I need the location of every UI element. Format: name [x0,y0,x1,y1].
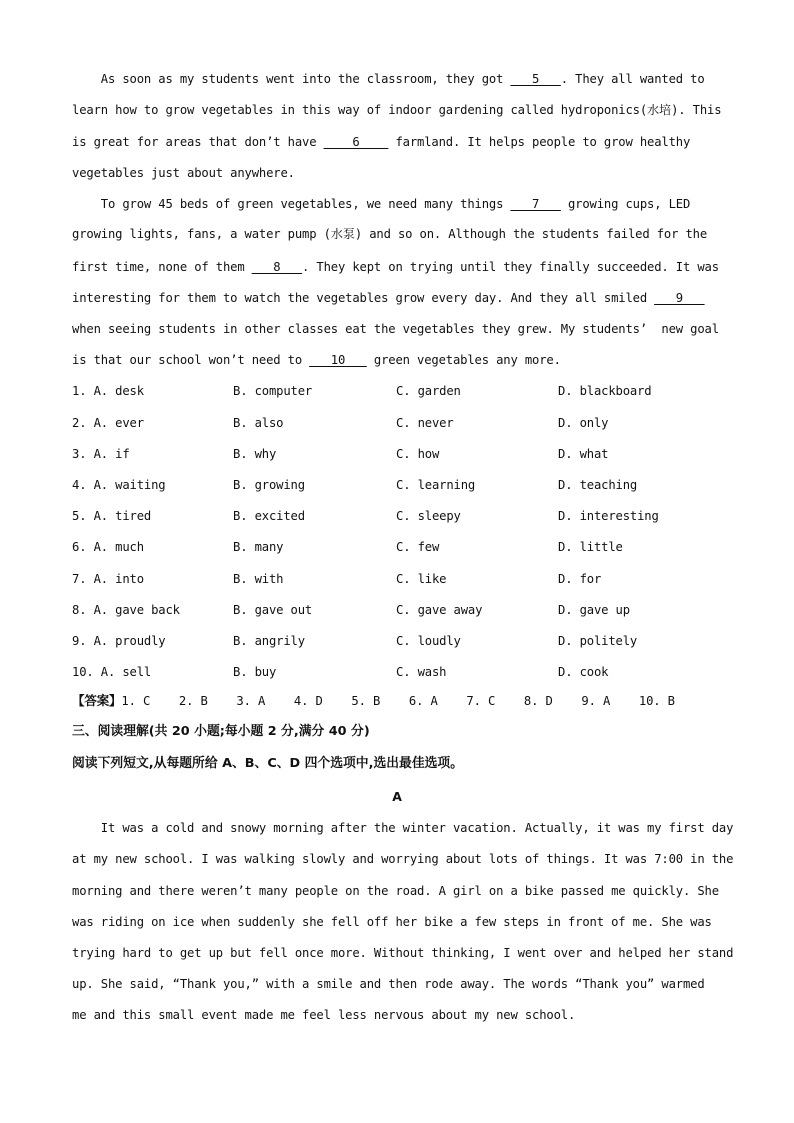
option-row: 1. A. desk B. computer C. garden D. blackboard [72,384,652,398]
text-line: It was a cold and snowy morning after the winter vacation. Actually, it was my first day [72,821,734,835]
text-line: at my new school. I was walking slowly and worrying about lots of things. It was 7:00 in the [72,852,734,866]
option-row: 2. A. ever B. also C. never D. only [72,416,609,430]
text-line: learn how to grow vegetables in this way of indoor gardening called hydroponics(水培). This [72,103,722,117]
text-line: is great for areas that don’t have ____6____ farmland. It helps people to grow healthy [72,135,691,149]
text-line: interesting for them to watch the vegetables grow every day. And they all smiled ___9___ [72,291,705,305]
blank-9: ___9___ [654,291,705,305]
option-row: 8. A. gave back B. gave out C. gave away D. gave up [72,603,630,617]
blank-6: ____6____ [323,135,389,149]
passage-label: A [392,789,402,804]
text-line: is that our school won’t need to ___10___ green vegetables any more. [72,353,561,367]
text-line: first time, none of them ___8___. They kept on trying until they finally succeeded. It was [72,260,719,274]
text-line: morning and there weren’t many people on the road. A girl on a bike passed me quickly. She [72,884,719,898]
answer-key [72,693,675,709]
answer-label: 【答案】 [72,693,122,708]
blank-8: ___8___ [251,260,302,274]
text-line: was riding on ice when suddenly she fell off her bike a few steps in front of me. She was [72,915,712,929]
text-line: To grow 45 beds of green vegetables, we need many things ___7___ growing cups, LED [72,197,691,211]
option-row: 10. A. sell B. buy C. wash D. cook [72,665,609,679]
text-line: up. She said, “Thank you,” with a smile and then rode away. The words “Thank you” warmed [72,977,705,991]
option-row: 6. A. much B. many C. few D. little [72,540,623,554]
text-line: vegetables just about anywhere. [72,166,295,180]
text-line: when seeing students in other classes eat the vegetables they grew. My students’ new goal [72,322,719,336]
section-title: 三、阅读理解(共 20 小题;每小题 2 分,满分 40 分) [72,724,370,739]
text-line: me and this small event made me feel less nervous about my new school. [72,1008,576,1022]
option-row: 5. A. tired B. excited C. sleepy D. interesting [72,509,659,523]
option-row: 3. A. if B. why C. how D. what [72,447,609,461]
blank-5: ___5___ [510,72,561,86]
text-line: growing lights, fans, a water pump (水泵) and so on. Although the students failed for the [72,227,708,241]
blank-10: ___10___ [309,353,367,367]
text-line: As soon as my students went into the classroom, they got ___5___. They all wanted to [72,72,705,86]
text-line: trying hard to get up but fell once more. Without thinking, I went over and helped her stand [72,946,734,960]
blank-7: ___7___ [510,197,561,211]
option-row: 4. A. waiting B. growing C. learning D. teaching [72,478,638,492]
section-instruction: 阅读下列短文,从每题所给 A、B、C、D 四个选项中,选出最佳选项。 [72,756,464,771]
answer-text: 1. C 2. B 3. A 4. D 5. B 6. A 7. C 8. D 9. A 10. B [121,694,675,708]
option-row: 7. A. into B. with C. like D. for [72,572,602,586]
option-row: 9. A. proudly B. angrily C. loudly D. politely [72,634,638,648]
